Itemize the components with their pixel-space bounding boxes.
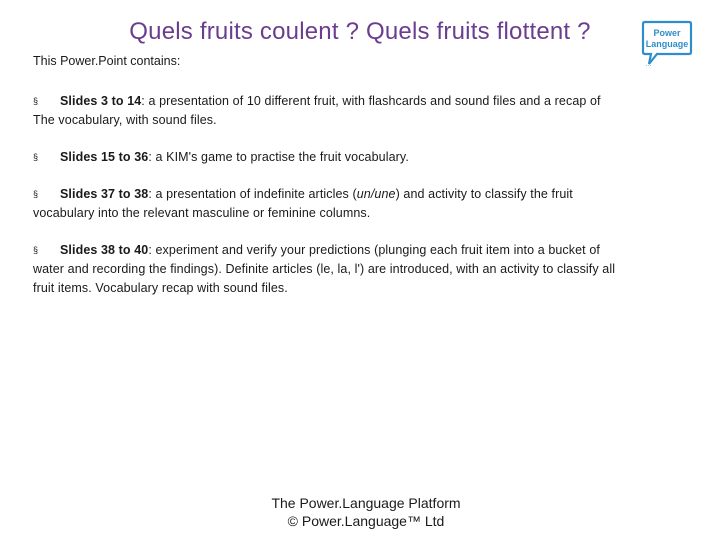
- item-description: : a presentation of 10 different fruit, with flashcards and sound files and a recap of The vocabulary, with sound files.: [33, 94, 601, 127]
- page-title: Quels fruits coulent ? Quels fruits flottent ?: [129, 18, 591, 45]
- item-description: : a presentation of indefinite articles (: [148, 187, 357, 201]
- slide-range: Slides 3 to 14: [60, 94, 142, 108]
- footer: [0, 494, 720, 530]
- list-item: [33, 185, 623, 223]
- item-description: : a KIM's game to practise the fruit vocabulary.: [148, 150, 409, 164]
- list-item: [33, 241, 623, 298]
- bullet-icon: §: [33, 189, 39, 199]
- footer-platform: The Power.Language Platform: [271, 495, 461, 511]
- logo-dots: …: [645, 61, 652, 67]
- slide-range: Slides 37 to 38: [60, 187, 149, 201]
- power-language-logo: [641, 19, 693, 67]
- bullet-icon: §: [33, 96, 39, 106]
- intro-text: This Power.Point contains:: [33, 54, 181, 68]
- footer-copyright: © Power.Language™ Ltd: [287, 513, 445, 529]
- bullet-icon: §: [33, 152, 39, 162]
- item-description-continued: ) and activity to classify the fruit vocabulary into the relevant masculine or feminine columns.: [33, 187, 573, 220]
- item-description: : experiment and verify your predictions (plunging each fruit item into a bucket of water and recording the findings). Definite articles (le, la, l') are introduced, with an activity to classify all fruit items. Vocabulary recap with sound files.: [33, 243, 616, 295]
- slide-range: Slides 15 to 36: [60, 150, 149, 164]
- list-item: [33, 92, 623, 130]
- list-item: [33, 148, 623, 167]
- slide-range: Slides 38 to 40: [60, 243, 149, 257]
- article-examples: un/une: [356, 187, 396, 201]
- logo-line-1: Power: [653, 28, 681, 38]
- logo-line-2: Language: [645, 39, 689, 49]
- bullet-icon: §: [33, 245, 39, 255]
